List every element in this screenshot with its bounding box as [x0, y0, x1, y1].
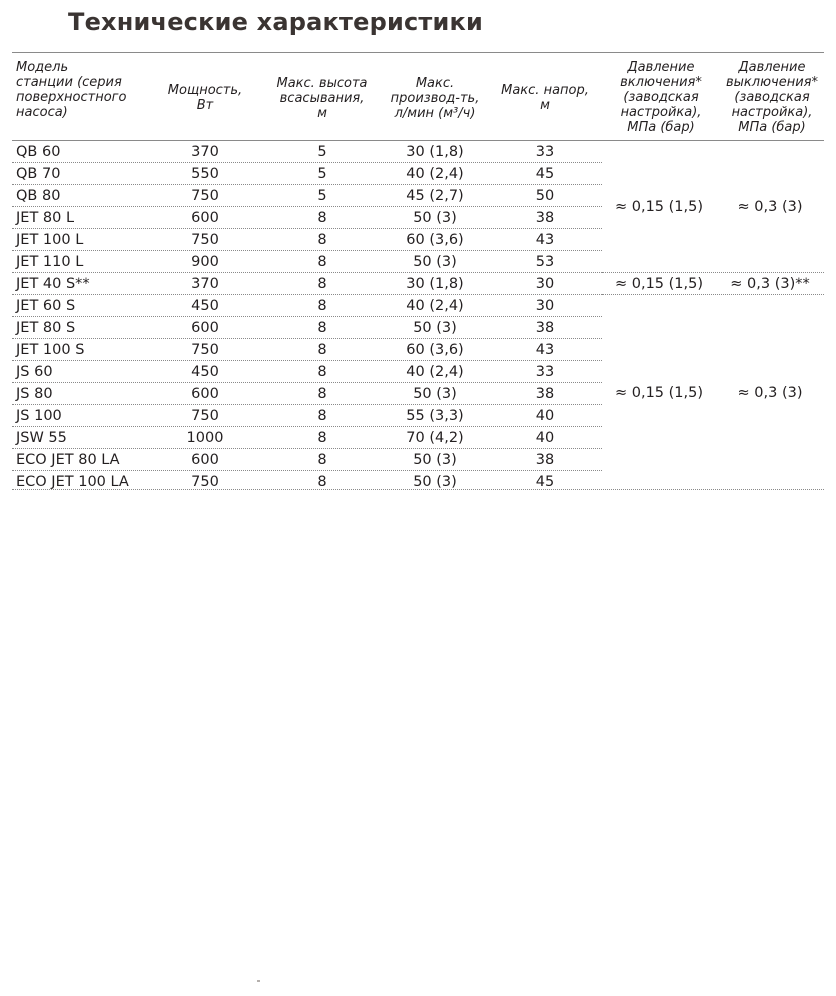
cell-head: 33	[535, 144, 555, 160]
cell-power: 370	[191, 276, 219, 292]
header-height	[262, 76, 382, 121]
header-model-line: насоса)	[16, 105, 68, 120]
cell-power: 600	[191, 210, 219, 226]
cell-flow: 50 (3)	[413, 386, 457, 402]
pressure-on-group-3: ≈ 0,15 (1,5)	[614, 385, 704, 401]
table-row	[12, 361, 602, 383]
table-row	[12, 427, 602, 449]
cell-head: 38	[535, 320, 555, 336]
header-height-line: Макс. высота	[276, 76, 368, 91]
table-row	[12, 141, 602, 163]
cell-flow: 60 (3,6)	[406, 232, 464, 248]
cell-head: 43	[535, 232, 555, 248]
cell-model: ECO JET 80 LA	[16, 452, 120, 468]
table-row	[12, 449, 602, 471]
header-height-line: м	[317, 106, 327, 121]
cell-flow: 60 (3,6)	[406, 342, 464, 358]
cell-height: 8	[317, 320, 327, 336]
header-on-line: МПа (бар)	[627, 120, 695, 135]
pressure-on-group-2: ≈ 0,15 (1,5)	[614, 276, 704, 292]
cell-flow: 50 (3)	[413, 474, 457, 490]
table-row	[12, 317, 602, 339]
cell-height: 8	[317, 232, 327, 248]
header-height-line: всасывания,	[279, 91, 365, 106]
header-power-line: Мощность,	[167, 83, 243, 98]
header-power	[150, 83, 260, 113]
cell-power: 370	[191, 144, 219, 160]
header-off-line: (заводская	[734, 90, 810, 105]
header-head-line: м	[540, 98, 550, 113]
cell-model: JS 80	[16, 386, 53, 402]
cell-model: JET 80 S	[16, 320, 76, 336]
pressure-group-separator	[602, 272, 824, 273]
cell-power: 750	[191, 342, 219, 358]
table-row	[12, 339, 602, 361]
cell-head: 50	[535, 188, 555, 204]
header-flow	[380, 76, 490, 121]
header-flow-line: производ-ть,	[390, 91, 480, 106]
table-row	[12, 163, 602, 185]
cell-height: 8	[317, 276, 327, 292]
cell-height: 8	[317, 474, 327, 490]
cell-flow: 40 (2,4)	[406, 166, 464, 182]
cell-head: 45	[535, 166, 555, 182]
cell-height: 5	[317, 144, 327, 160]
cell-power: 450	[191, 298, 219, 314]
table-row	[12, 273, 602, 295]
cell-power: 600	[191, 386, 219, 402]
cell-head: 53	[535, 254, 555, 270]
header-flow-line: л/мин (м³/ч)	[394, 106, 476, 121]
cell-flow: 30 (1,8)	[406, 144, 464, 160]
cell-height: 8	[317, 298, 327, 314]
pressure-off-group-1: ≈ 0,3 (3)	[737, 199, 803, 215]
header-off-line: настройка),	[731, 105, 813, 120]
cell-power: 900	[191, 254, 219, 270]
header-model-line: Модель	[16, 60, 69, 75]
cell-power: 600	[191, 452, 219, 468]
cell-height: 5	[317, 188, 327, 204]
cell-model: ECO JET 100 LA	[16, 474, 129, 490]
header-on-line: включения*	[620, 75, 702, 90]
scan-speck	[257, 980, 260, 982]
cell-power: 550	[191, 166, 219, 182]
cell-power: 750	[191, 408, 219, 424]
header-model	[16, 60, 126, 120]
cell-head: 38	[535, 386, 555, 402]
cell-flow: 45 (2,7)	[406, 188, 464, 204]
cell-height: 8	[317, 254, 327, 270]
table-top-rule	[12, 52, 824, 53]
cell-height: 8	[317, 430, 327, 446]
pressure-off-group-3: ≈ 0,3 (3)	[737, 385, 803, 401]
cell-height: 8	[317, 210, 327, 226]
table-row	[12, 229, 602, 251]
cell-power: 1000	[186, 430, 224, 446]
table-row	[12, 383, 602, 405]
header-off-line: Давление	[738, 60, 806, 75]
header-model-line: поверхностного	[16, 90, 127, 105]
header-pressure-on	[602, 60, 720, 135]
cell-head: 43	[535, 342, 555, 358]
cell-height: 8	[317, 364, 327, 380]
cell-flow: 40 (2,4)	[406, 364, 464, 380]
header-head-line: Макс. напор,	[501, 83, 589, 98]
table-bottom-rule	[12, 489, 824, 490]
cell-height: 8	[317, 452, 327, 468]
cell-height: 8	[317, 408, 327, 424]
cell-flow: 40 (2,4)	[406, 298, 464, 314]
cell-power: 750	[191, 232, 219, 248]
cell-head: 45	[535, 474, 555, 490]
header-model-line: станции (серия	[16, 75, 122, 90]
cell-flow: 30 (1,8)	[406, 276, 464, 292]
header-off-line: выключения*	[726, 75, 818, 90]
page-title: Технические характеристики	[68, 8, 484, 36]
cell-model: QB 70	[16, 166, 61, 182]
cell-model: JET 100 S	[16, 342, 85, 358]
cell-flow: 55 (3,3)	[406, 408, 464, 424]
cell-height: 5	[317, 166, 327, 182]
cell-height: 8	[317, 386, 327, 402]
cell-model: JS 100	[16, 408, 62, 424]
table-row	[12, 185, 602, 207]
cell-flow: 50 (3)	[413, 210, 457, 226]
cell-model: JET 80 L	[16, 210, 75, 226]
cell-power: 450	[191, 364, 219, 380]
cell-flow: 50 (3)	[413, 320, 457, 336]
table-row	[12, 251, 602, 273]
cell-power: 600	[191, 320, 219, 336]
cell-model: JET 60 S	[16, 298, 76, 314]
pressure-off-group-2: ≈ 0,3 (3)**	[730, 276, 810, 292]
cell-model: JET 40 S**	[16, 276, 90, 292]
header-on-line: настройка),	[620, 105, 702, 120]
header-pressure-off	[716, 60, 828, 135]
cell-head: 30	[535, 298, 555, 314]
cell-head: 38	[535, 210, 555, 226]
cell-model: QB 80	[16, 188, 61, 204]
header-power-line: Вт	[196, 98, 214, 113]
cell-power: 750	[191, 188, 219, 204]
header-on-line: (заводская	[623, 90, 699, 105]
cell-model: JSW 55	[16, 430, 67, 446]
cell-head: 40	[535, 430, 555, 446]
cell-head: 40	[535, 408, 555, 424]
pressure-on-group-1: ≈ 0,15 (1,5)	[614, 199, 704, 215]
cell-height: 8	[317, 342, 327, 358]
cell-flow: 50 (3)	[413, 254, 457, 270]
cell-model: JET 100 L	[16, 232, 84, 248]
table-row	[12, 295, 602, 317]
cell-head: 38	[535, 452, 555, 468]
cell-model: JET 110 L	[16, 254, 84, 270]
cell-model: QB 60	[16, 144, 61, 160]
cell-flow: 50 (3)	[413, 452, 457, 468]
header-flow-line: Макс.	[415, 76, 455, 91]
pressure-group-separator	[602, 294, 824, 295]
table-row	[12, 405, 602, 427]
cell-head: 33	[535, 364, 555, 380]
table-row	[12, 207, 602, 229]
cell-flow: 70 (4,2)	[406, 430, 464, 446]
header-on-line: Давление	[627, 60, 695, 75]
header-head	[490, 83, 600, 113]
cell-head: 30	[535, 276, 555, 292]
cell-model: JS 60	[16, 364, 53, 380]
header-off-line: МПа (бар)	[738, 120, 806, 135]
cell-power: 750	[191, 474, 219, 490]
